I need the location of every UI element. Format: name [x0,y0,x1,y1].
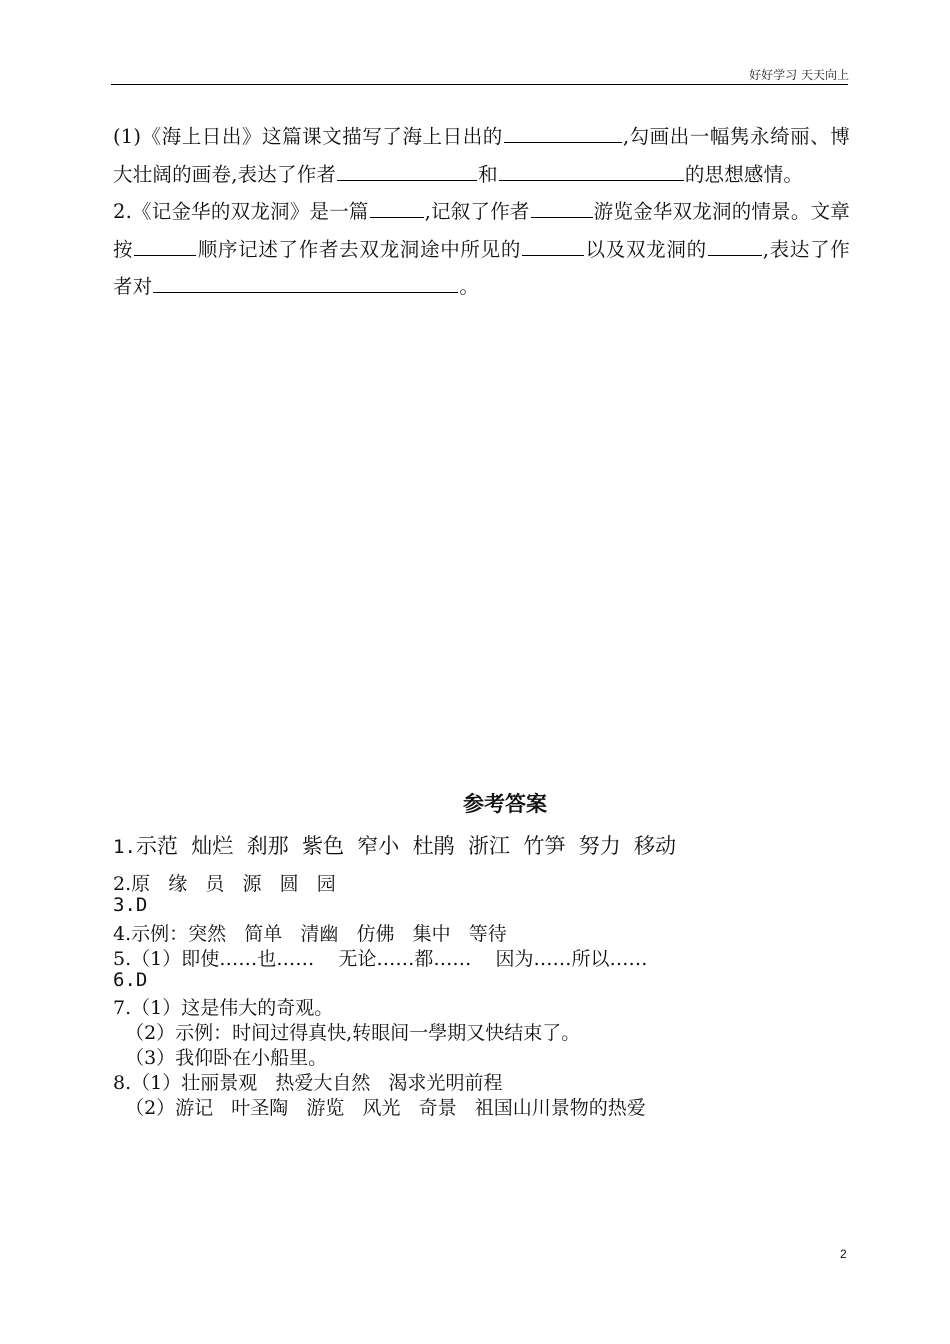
header-rule [111,84,848,85]
answer-blank[interactable] [708,235,762,256]
question-text: ,记叙了作者 [424,200,530,223]
answers-title: 参考答案 [463,792,547,816]
question-text: 游览金华双龙洞的情景。文章按 [113,200,850,261]
answer-number: 1. [113,836,136,858]
question-text: 。 [459,275,480,298]
answer-blank[interactable] [134,235,196,256]
question-text: 以及双龙洞的 [585,237,707,261]
question-text: (1)《海上日出》这篇课文描写了海上日出的 [113,125,503,148]
page-number: 2 [840,1247,847,1261]
answer-blank[interactable] [504,123,622,144]
question-text: ,勾画出一幅隽永绮丽、博大壮阔的画卷,表达了作者 [113,125,850,186]
question-section [113,118,850,306]
answer-blank[interactable] [337,160,477,181]
question-text: 顺序记述了作者去双龙洞途中所见的 [197,237,522,261]
answer-line: 8.（1）壮丽景观 热爱大自然 渴求光明前程 [113,1072,503,1094]
answer-blank[interactable] [153,273,458,294]
answer-blank[interactable] [531,198,593,219]
answer-line: 6.D [113,969,148,991]
answer-blank[interactable] [499,160,684,181]
answer-line: 3.D [113,894,148,916]
question-text: 2.《记金华的双龙洞》是一篇 [113,200,369,223]
answer-line: 5.（1）即使……也…… 无论……都…… 因为……所以…… [113,948,648,970]
header-motto: 好好学习 天天向上 [749,68,849,82]
answer-line: （2）游记 叶圣陶 游览 风光 奇景 祖国山川景物的热爱 [113,1097,646,1119]
answer-line: （2）示例：时间过得真快,转眼间一學期又快结束了。 [113,1022,581,1044]
question-text: 的思想感情。 [684,162,804,186]
answer-line: 7.（1）这是伟大的奇观。 [113,997,334,1019]
answer-blank[interactable] [522,235,584,256]
question-text: ,表达了作者对 [113,237,851,298]
answer-blank[interactable] [370,198,424,219]
question-text: 和 [478,162,498,186]
answer-line: 2.原 缘 员 源 圆 园 [113,873,336,895]
answer-line: （3）我仰卧在小船里。 [113,1047,328,1069]
answer-line: 4.示例：突然 简单 清幽 仿佛 集中 等待 [113,923,507,945]
answer-text: 示范 灿烂 刹那 紫色 窄小 杜鹃 浙江 竹笋 努力 移动 [135,834,677,858]
answer-line [113,830,676,860]
